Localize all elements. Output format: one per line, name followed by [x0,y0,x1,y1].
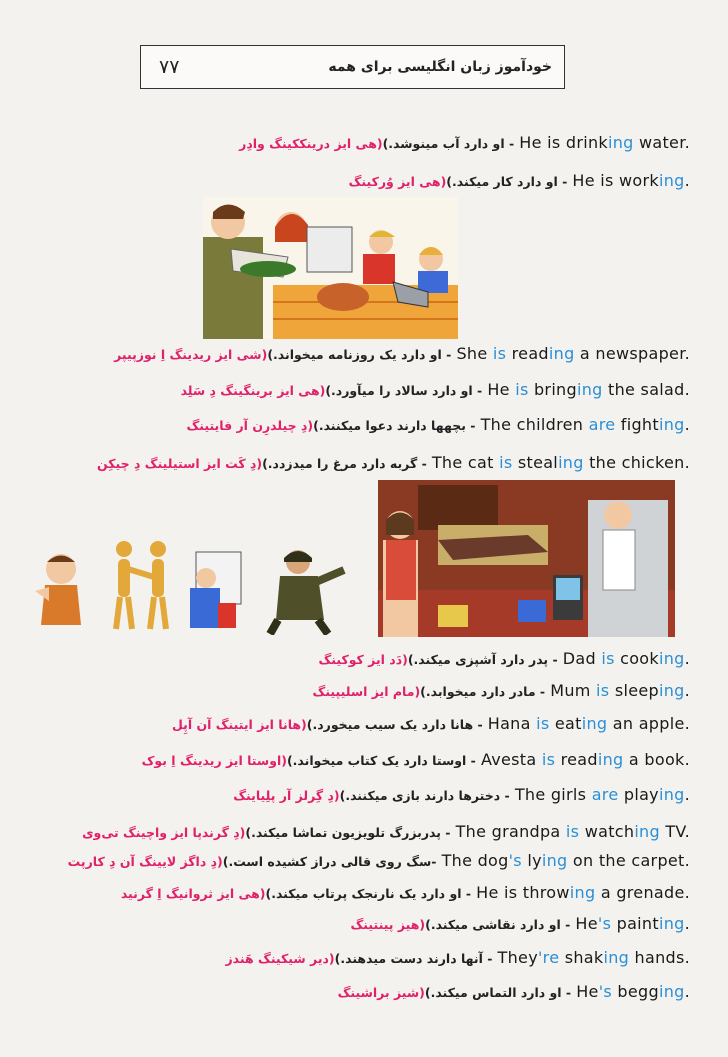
persian-meaning: - اوستا دارد یک کتاب میخواند.) [286,753,476,768]
sentence-fragment: They [497,948,538,967]
persian-translation [233,788,509,803]
highlight-fragment: ing [558,453,584,472]
persian-pronunciation: (شیز براشینگ [337,985,425,1000]
english-sentence [476,883,690,902]
highlight-fragment: is [536,714,550,733]
english-sentence [563,649,690,668]
highlight-fragment: are [588,415,616,434]
english-sentence [456,344,690,363]
sentence-fragment: The dog [441,851,509,870]
persian-pronunciation: (هانا ایز ایتینگ آن آپِل [171,717,307,732]
sentence-fragment: Dad [562,649,602,668]
sentence-fragment: the salad. [602,380,690,399]
persian-meaning: - پدربزرگ تلویزیون تماشا میکند.) [245,825,451,840]
sentence-row [0,453,690,475]
sentence-fragment: . [684,649,690,668]
sentence-fragment: He is throw [476,883,570,902]
persian-meaning: - او دارد نقاشی میکند.) [425,917,571,932]
sentence-row [0,750,690,772]
highlight-fragment: ing [569,883,596,902]
highlight-fragment: ing [581,714,608,733]
persian-translation [239,136,514,151]
highlight-fragment: ing [658,681,685,700]
persian-pronunciation: (دِ داگز لایینگ آن دِ کارپت [67,854,223,869]
persian-meaning: - گربه دارد مرغ را میدزدد.) [262,456,427,471]
persian-meaning: - هانا دارد یک سیب میخورد.) [306,717,483,732]
highlight-fragment: ing [607,133,634,152]
sentence-fragment: He is drink [519,133,608,152]
persian-pronunciation: (اوستا ایز ریدینگ اِ بوک [141,753,287,768]
english-sentence [488,714,690,733]
sentence-fragment: The girls [514,785,592,804]
highlight-fragment: ing [658,171,685,190]
living-room-illustration [378,480,675,637]
persian-meaning: - او دارد التماس میکند.) [424,985,572,1000]
persian-translation [172,717,483,732]
sentence-fragment: He [487,380,516,399]
persian-meaning: - او دارد کار میکند.) [446,174,568,189]
persian-translation [68,854,437,869]
sentence-fragment: steal [512,453,559,472]
highlight-fragment: is [596,681,610,700]
persian-translation [349,174,568,189]
english-sentence [550,681,690,700]
sentence-fragment: hands. [629,948,690,967]
persian-pronunciation: (هیز پینتینگ [350,917,426,932]
persian-meaning: - او دارد آب مینوشد.) [382,136,515,151]
sentence-fragment: watch [579,822,635,841]
sentence-fragment: He [575,914,598,933]
sentence-fragment: Hana [487,714,537,733]
sentence-fragment: sleep [609,681,659,700]
highlight-fragment: 's [597,914,612,933]
sentence-row [0,380,690,402]
sentence-row [0,982,690,1004]
persian-pronunciation: (مام ایز اسلیپینگ [312,684,421,699]
persian-meaning: - او دارد یک نارنجک پرتاب میکند.) [265,886,472,901]
sentence-row [0,171,690,193]
sentence-fragment: . [684,171,690,190]
highlight-fragment: is [499,453,513,472]
english-sentence [572,171,690,190]
sentence-fragment: paint [611,914,659,933]
highlight-fragment: 's [598,982,613,1001]
persian-meaning: - او دارد یک روزنامه میخواند.) [267,347,452,362]
persian-meaning: -سگ روی قالی دراز کشیده است.) [222,854,437,869]
persian-translation [351,917,571,932]
persian-translation [318,652,557,667]
soldier-grenade-illustration [258,542,346,635]
highlight-fragment: ing [658,914,685,933]
sentence-fragment: . [684,681,690,700]
sentence-fragment: TV. [659,822,690,841]
highlight-fragment: is [601,649,615,668]
sentence-fragment: . [684,914,690,933]
persian-translation [181,383,483,398]
sentence-fragment: Mum [550,681,597,700]
english-sentence [432,453,690,472]
persian-meaning: - مادر دارد میخوابد.) [420,684,546,699]
english-sentence [481,750,690,769]
sentence-row [0,681,690,703]
highlight-fragment: ing [658,415,685,434]
highlight-fragment: 're [537,948,560,967]
english-sentence [481,415,690,434]
highlight-fragment: is [541,750,556,769]
sentence-fragment: read [506,344,549,363]
sentence-fragment: . [684,982,690,1001]
sentence-row [0,649,690,671]
sentence-fragment: shak [559,948,604,967]
english-sentence [498,948,690,967]
sentence-row [0,344,690,366]
sentence-fragment: play [618,785,659,804]
persian-translation [338,985,572,1000]
highlight-fragment: is [515,380,529,399]
sentence-fragment: a grenade. [595,883,690,902]
persian-translation [97,456,427,471]
highlight-fragment: ing [603,948,630,967]
book-title: خودآموز زبان انگلیسی برای همه [328,59,552,75]
persian-pronunciation: (دِ گِرلز آر پلِیاینگ [233,788,340,803]
english-sentence [442,851,690,870]
page-header [140,45,565,89]
highlight-fragment: ing [658,982,685,1001]
highlight-fragment: ing [576,380,603,399]
sentence-fragment: an apple. [607,714,690,733]
sentence-fragment: eat [549,714,582,733]
painting-boy-illustration [178,548,243,633]
persian-translation [313,684,546,699]
sentence-row [0,948,690,970]
sentence-fragment: water. [633,133,690,152]
english-sentence [575,914,690,933]
sentence-fragment: the chicken. [583,453,690,472]
highlight-fragment: ing [541,851,568,870]
sentence-fragment: The grandpa [455,822,566,841]
sentence-fragment: a book. [623,750,690,769]
sentence-fragment: He is work [572,171,659,190]
persian-meaning: - او دارد سالاد را میآورد.) [325,383,483,398]
family-table-illustration [203,197,458,339]
sentence-fragment: Avesta [480,750,542,769]
sentence-fragment: bring [528,380,577,399]
persian-pronunciation: (دیر شیکینگ هَندز [225,951,335,966]
persian-translation [114,347,451,362]
english-sentence [519,133,690,152]
highlight-fragment: is [492,344,507,363]
highlight-fragment: is [565,822,580,841]
persian-pronunciation: (هی ایز وُرکینگ [348,174,447,189]
persian-meaning: - بچهها دارند دعوا میکنند.) [313,418,476,433]
sentence-fragment: read [555,750,598,769]
sentence-fragment: cook [614,649,659,668]
persian-translation [225,951,492,966]
persian-pronunciation: (دَد ایز کوکینگ [318,652,408,667]
page-number: ۷۷ [159,56,180,78]
sentence-fragment: . [684,785,690,804]
english-sentence [487,380,690,399]
sentence-fragment: . [684,415,690,434]
sentence-fragment: The cat [431,453,500,472]
sentence-fragment: The children [480,415,589,434]
sentence-fragment: on the carpet. [567,851,690,870]
persian-pronunciation: (دِ گرندپا ایز واچینگ تی‌وی [82,825,246,840]
sentence-row [0,914,690,936]
persian-pronunciation: (شی ایز ریدینگ اِ نوزپیپر [114,347,268,362]
sentence-fragment: a newspaper. [574,344,690,363]
persian-translation [186,418,475,433]
sentence-row [0,415,690,437]
sentence-row [0,785,690,807]
highlight-fragment: ing [634,822,660,841]
english-sentence [576,982,690,1001]
sentence-fragment: fight [615,415,659,434]
highlight-fragment: 's [508,851,522,870]
sentence-row [0,883,690,905]
persian-pronunciation: (هی ایز برینگینگ دِ سَلِد [180,383,326,398]
persian-pronunciation: (دِ چیلدرِن آر فایتینگ [186,418,314,433]
sentence-row [0,133,690,155]
shaking-hands-illustration [108,537,174,632]
highlight-fragment: ing [658,785,685,804]
sentence-fragment: He [576,982,599,1001]
persian-pronunciation: (هی ایز درینککینگ وادِر [239,136,383,151]
highlight-fragment: ing [548,344,575,363]
sentence-fragment: begg [612,982,659,1001]
persian-meaning: - آنها دارند دست میدهند.) [334,951,493,966]
persian-translation [142,753,476,768]
english-sentence [456,822,690,841]
persian-pronunciation: (دِ کَت ایز استیلینگ دِ چیکِن [97,456,263,471]
highlight-fragment: ing [658,649,685,668]
persian-translation [121,886,471,901]
begging-boy-illustration [25,547,93,627]
persian-translation [82,825,450,840]
sentence-row [0,851,690,873]
highlight-fragment: are [591,785,619,804]
persian-meaning: - دخترها دارند بازی میکنند.) [339,788,510,803]
highlight-fragment: ing [597,750,624,769]
english-sentence [515,785,690,804]
persian-pronunciation: (هی ایز ثروانیگ اِ گرنید [120,886,266,901]
sentence-row [0,714,690,736]
sentence-row [0,822,690,844]
persian-meaning: - پدر دارد آشپزی میکند.) [407,652,558,667]
sentence-fragment: ly [521,851,542,870]
sentence-fragment: She [456,344,493,363]
